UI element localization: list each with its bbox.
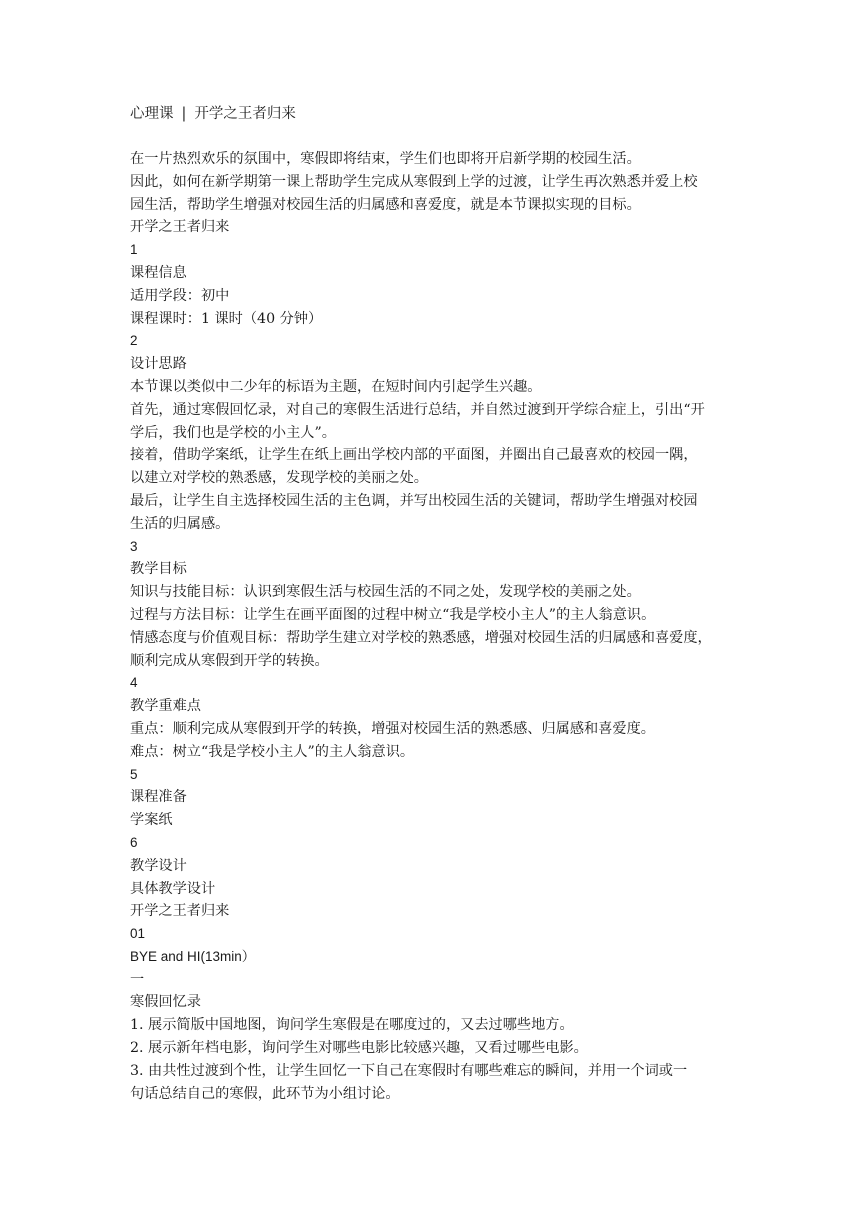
section-heading: 开学之王者归来 [130, 219, 230, 236]
header-separator: | [181, 106, 187, 122]
intro-line: 园生活，帮助学生增强对校园生活的归属感和喜爱度，就是本节课拟实现的目标。 [130, 196, 641, 213]
section-heading: 教学目标 [130, 561, 187, 578]
course-category: 心理课 [130, 106, 174, 122]
text-line: 学后，我们也是学校的小主人”。 [130, 424, 336, 441]
section-heading: 寒假回忆录 [130, 994, 201, 1011]
section-number: 6 [130, 834, 138, 850]
list-item: 3. 由共性过渡到个性，让学生回忆一下自己在寒假时有哪些难忘的瞬间，并用一个词或一 [130, 1062, 688, 1079]
intro-line: 在一片热烈欢乐的氛围中，寒假即将结束，学生们也即将开启新学期的校园生活。 [130, 151, 641, 167]
section-number: 5 [130, 766, 138, 782]
section-heading: 教学重难点 [130, 698, 201, 715]
section-number: 3 [130, 538, 138, 554]
lesson-title: 开学之王者归来 [194, 106, 296, 122]
text-line: 开学之王者归来 [130, 903, 230, 920]
section-number: 一 [130, 971, 145, 988]
text-line: 生活的归属感。 [130, 515, 230, 532]
section-number: 01 [130, 926, 146, 942]
text-line: 难点：树立“我是学校小主人”的主人翁意识。 [130, 743, 415, 760]
text-line: 首先，通过寒假回忆录，对自己的寒假生活进行总结，并自然过渡到开学综合症上，引出“开 [130, 401, 705, 418]
section-heading: 课程信息 [130, 264, 187, 281]
text-line: 适用学段：初中 [130, 287, 230, 304]
document-body [130, 96, 735, 1105]
section-number: 4 [130, 675, 138, 691]
section-heading: 课程准备 [130, 789, 187, 806]
document-header [130, 96, 735, 132]
text-line: 本节课以类似中二少年的标语为主题，在短时间内引起学生兴趣。 [130, 378, 542, 395]
content-lines [130, 148, 735, 1105]
subsection-heading: BYE and HI(13min） [130, 948, 256, 964]
text-line: 重点：顺利完成从寒假到开学的转换，增强对校园生活的熟悉感、归属感和喜爱度。 [130, 720, 655, 737]
section-number: 1 [130, 242, 138, 258]
text-line: 情感态度与价值观目标：帮助学生建立对学校的熟悉感，增强对校园生活的归属感和喜爱度， [130, 629, 712, 646]
text-line: 过程与方法目标：让学生在画平面图的过程中树立“我是学校小主人”的主人翁意识。 [130, 606, 656, 623]
text-line: 知识与技能目标：认识到寒假生活与校园生活的不同之处，发现学校的美丽之处。 [130, 584, 641, 601]
section-heading: 教学设计 [130, 857, 187, 874]
section-heading: 设计思路 [130, 356, 187, 373]
intro-line: 因此，如何在新学期第一课上帮助学生完成从寒假到上学的过渡，让学生再次熟悉并爱上校 [130, 173, 698, 190]
section-number: 2 [130, 333, 138, 349]
text-line: 最后，让学生自主选择校园生活的主色调，并写出校园生活的关键词，帮助学生增强对校园 [130, 492, 698, 509]
text-line: 具体教学设计 [130, 880, 216, 897]
list-item: 2. 展示新年档电影，询问学生对哪些电影比较感兴趣，又看过哪些电影。 [130, 1040, 588, 1057]
text-line: 学案纸 [130, 812, 173, 829]
list-item: 句话总结自己的寒假，此环节为小组讨论。 [130, 1085, 400, 1102]
list-item: 1. 展示简版中国地图，询问学生寒假是在哪度过的，又去过哪些地方。 [130, 1017, 574, 1034]
text-line: 顺利完成从寒假到开学的转换。 [130, 652, 329, 669]
text-line: 接着，借助学案纸，让学生在纸上画出学校内部的平面图，并圈出自己最喜欢的校园一隅， [130, 447, 698, 464]
text-line: 以建立对学校的熟悉感，发现学校的美丽之处。 [130, 470, 428, 487]
text-line: 课程课时：1 课时（40 分钟） [130, 310, 323, 327]
